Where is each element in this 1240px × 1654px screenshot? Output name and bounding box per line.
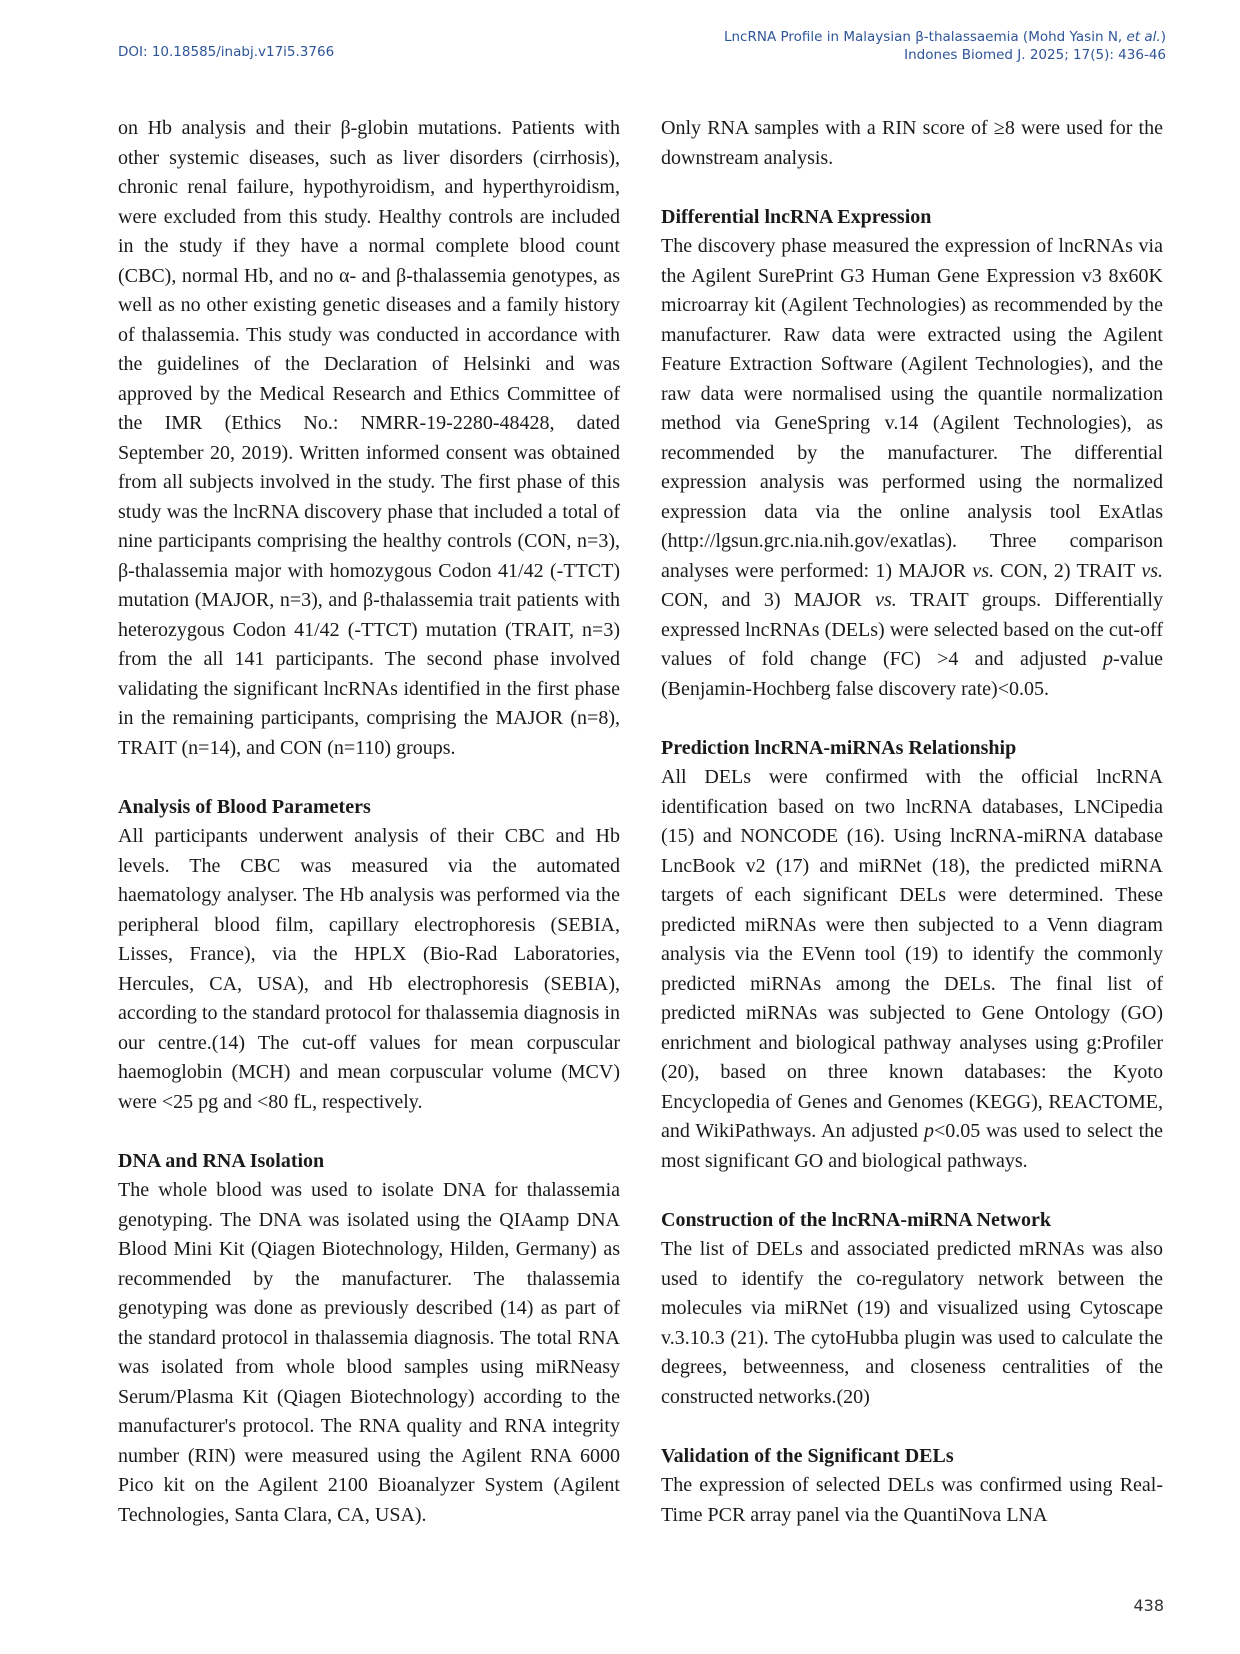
diff-text-d: TRAIT groups. Differentially expressed lncRNAs (DELs) were selected based on the cut-off values of fold change (FC) >4 and adjusted bbox=[661, 589, 1163, 670]
heading-network: Construction of the lncRNA-miRNA Network bbox=[661, 1208, 1051, 1231]
p-italic: p bbox=[1103, 648, 1114, 670]
left-column bbox=[118, 114, 620, 1530]
paragraph-rin: Only RNA samples with a RIN score of ≥8 were used for the downstream analysis. bbox=[661, 117, 1163, 169]
paragraph-differential-expression bbox=[661, 232, 1163, 704]
running-title-close: ) bbox=[1160, 29, 1166, 45]
diff-text-c: CON, and 3) MAJOR bbox=[661, 589, 876, 611]
vs-italic: vs. bbox=[972, 559, 995, 582]
heading-prediction: Prediction lncRNA-miRNAs Relationship bbox=[661, 736, 1017, 759]
pred-text-b: <0.05 was used to select the most significant GO and biological pathways. bbox=[661, 1120, 1164, 1172]
running-title-etal: et al. bbox=[1126, 29, 1161, 45]
diff-text-a: The discovery phase measured the expression of lncRNAs via the Agilent SurePrint G3 Human Gene Expression v3 8x60K microarray kit (Agilent Technologies) as recommended by the manufacturer. Raw data were extracted using the Agilent Feature Extraction Software (Agilent Technologies), and the raw data were normalised using the quantile normalization method via GeneSpring v.14 (Agilent Technologies), as recommended by the manufacturer. The differential expression analysis was performed using the normalized expression data via the online analysis tool ExAtlas (http://lgsun.grc.nia.nih.gov/exatlas). Three comparison analyses were performed: 1) MAJOR bbox=[661, 235, 1163, 582]
paragraph-prediction bbox=[661, 763, 1163, 1176]
diff-text-b: CON, 2) TRAIT bbox=[994, 559, 1142, 582]
page-number: 438 bbox=[1133, 1596, 1164, 1615]
vs-italic: vs. bbox=[875, 589, 897, 611]
pred-text-a: All DELs were confirmed with the official lncRNA identification based on two lncRNA databases, LNCipedia (15) and NONCODE (16). Using lncRNA-miRNA database LncBook v2 (17) and miRNet (18), the predicted miRNA targets of each significant DELs were determined. These predicted miRNAs were then subjected to a Venn diagram analysis via the EVenn tool (19) to identify the commonly predicted miRNAs among the DELs. The final list of predicted miRNAs was subjected to Gene Ontology (GO) enrichment and biological pathway analyses using g:Profiler (20), based on three known databases: the Kyoto Encyclopedia of Genes and Genomes (KEGG), REACTOME, and WikiPathways. An adjusted bbox=[661, 766, 1163, 1142]
vs-italic: vs. bbox=[1141, 559, 1163, 582]
header-running-title bbox=[724, 28, 1166, 64]
running-title bbox=[724, 28, 1166, 46]
paragraph-network: The list of DELs and associated predicted mRNAs was also used to identify the co-regulatory network between the molecules via miRNet (19) and visualized using Cytoscape v.3.10.3 (21). The cytoHubba plugin was used to calculate the degrees, betweenness, and closeness centralities of the constructed networks.(20) bbox=[661, 1238, 1163, 1408]
journal-citation: Indones Biomed J. 2025; 17(5): 436-46 bbox=[904, 47, 1166, 63]
heading-blood-parameters: Analysis of Blood Parameters bbox=[118, 795, 371, 818]
running-title-text: LncRNA Profile in Malaysian β-thalassaemia (Mohd Yasin N, bbox=[723, 29, 1127, 45]
paragraph-dna-rna-isolation: The whole blood was used to isolate DNA for thalassemia genotyping. The DNA was isolated using the QIAamp DNA Blood Mini Kit (Qiagen Biotechnology, Hilden, Germany) as recommended by the manufacturer. The thalassemia genotyping was done as previously described (14) as part of the standard protocol in thalassemia diagnosis. The total RNA was isolated from whole blood samples using miRNeasy Serum/Plasma Kit (Qiagen Biotechnology) according to the manufacturer's protocol. The RNA quality and RNA integrity number (RIN) were measured using the Agilent RNA 6000 Pico kit on the Agilent 2100 Bioanalyzer System (Agilent Technologies, Santa Clara, CA, USA). bbox=[118, 1179, 620, 1526]
paragraph-blood-parameters: All participants underwent analysis of their CBC and Hb levels. The CBC was measured via the automated haematology analyser. The Hb analysis was performed via the peripheral blood film, capillary electrophoresis (SEBIA, Lisses, France), via the HPLX (Bio-Rad Laboratories, Hercules, CA, USA), and Hb electrophoresis (SEBIA), according to the standard protocol for thalassemia diagnosis in our centre.(14) The cut-off values for mean corpuscular haemoglobin (MCH) and mean corpuscular volume (MCV) were <25 pg and <80 fL, respectively. bbox=[118, 825, 620, 1113]
paragraph-validation: The expression of selected DELs was confirmed using Real-Time PCR array panel via the QuantiNova LNA bbox=[661, 1474, 1163, 1526]
heading-dna-rna-isolation: DNA and RNA Isolation bbox=[118, 1149, 325, 1172]
header-doi: DOI: 10.18585/inabj.v17i5.3766 bbox=[118, 44, 335, 60]
p-italic: p bbox=[923, 1120, 934, 1142]
heading-validation: Validation of the Significant DELs bbox=[661, 1444, 954, 1467]
paragraph-participants: on Hb analysis and their β-globin mutations. Patients with other systemic diseases, such as liver disorders (cirrhosis), chronic renal failure, hypothyroidism, and hyperthyroidism, were excluded from this study. Healthy controls are included in the study if they have a normal complete blood count (CBC), normal Hb, and no α- and β-thalassemia genotypes, as well as no other existing genetic diseases and a family history of thalassemia. This study was conducted in accordance with the guidelines of the Declaration of Helsinki and was approved by the Medical Research and Ethics Committee of the IMR (Ethics No.: NMRR-19-2280-48428, dated September 20, 2019). Written informed consent was obtained from all subjects involved in the study. The first phase of this study was the lncRNA discovery phase that included a total of nine participants comprising the healthy controls (CON, n=3), β-thalassemia major with homozygous Codon 41/42 (-TTCT) mutation (MAJOR, n=3), and β-thalassemia trait patients with heterozygous Codon 41/42 (-TTCT) mutation (TRAIT, n=3) from the all 141 participants. The second phase involved validating the significant lncRNAs identified in the first phase in the remaining participants, comprising the MAJOR (n=8), TRAIT (n=14), and CON (n=110) groups. bbox=[118, 117, 620, 759]
diff-text-e: -value (Benjamin-Hochberg false discovery rate)<0.05. bbox=[661, 648, 1163, 700]
right-column bbox=[661, 114, 1163, 1530]
heading-differential-expression: Differential lncRNA Expression bbox=[661, 205, 932, 228]
